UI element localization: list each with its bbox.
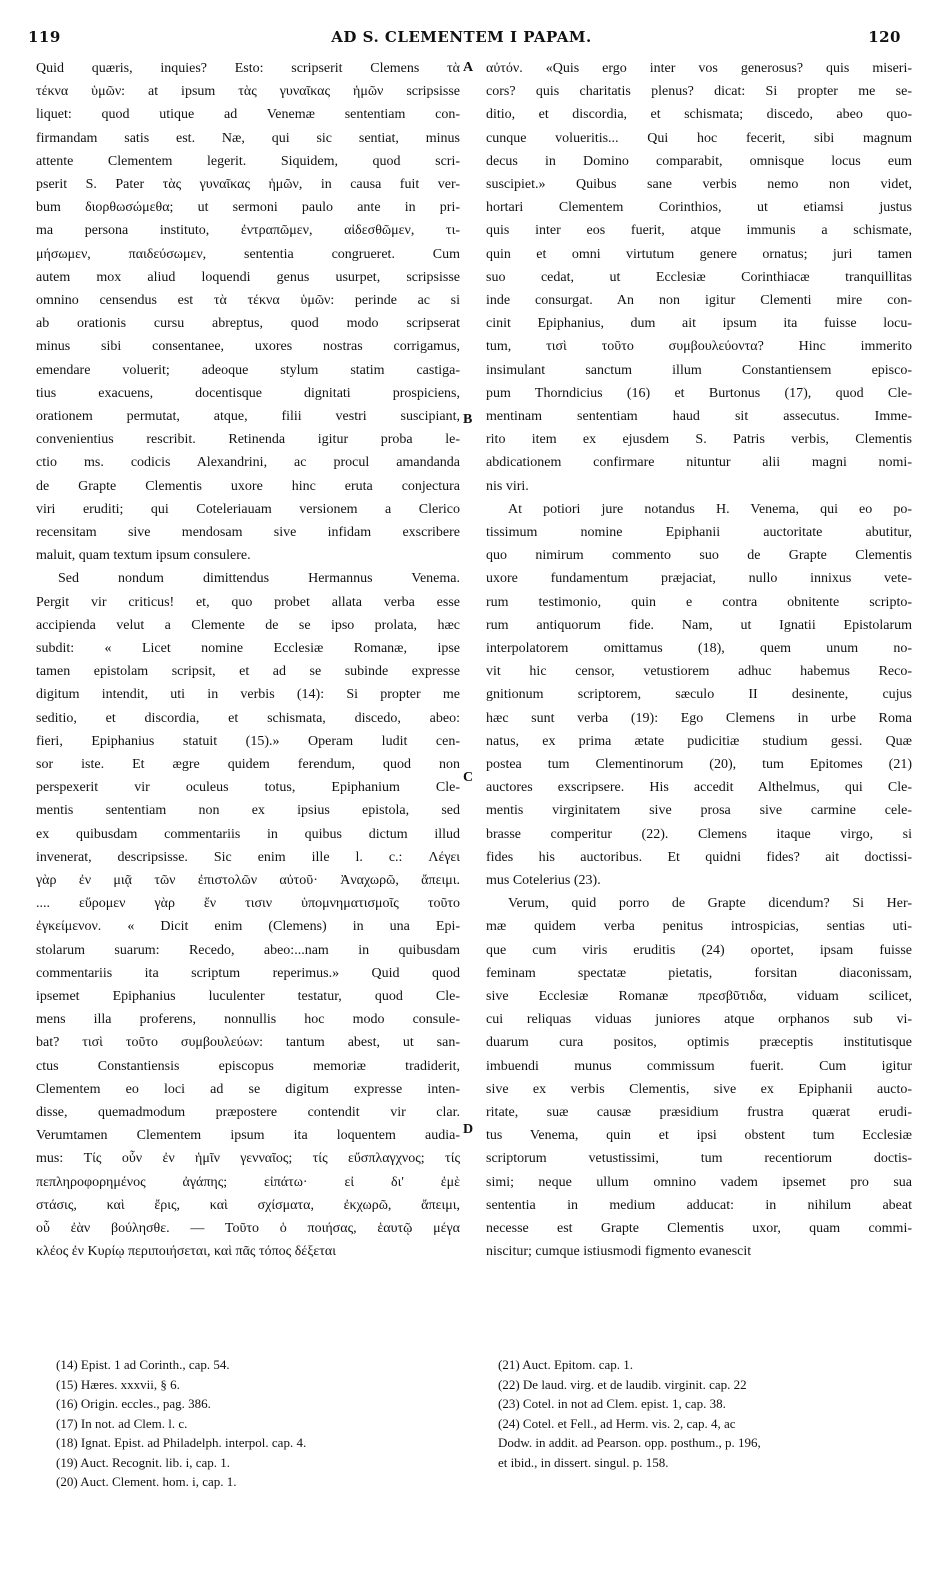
- text-line: vit hic censor, vetustiorem adhuc habemus Reco-: [486, 664, 912, 680]
- right-page-number: 120: [868, 28, 901, 46]
- text-line: ἐγκείμενον. « Dicit enim (Clemens) in una Epi-: [36, 919, 460, 935]
- text-line: mentinam sententiam haud sit assecutus. Imme-: [486, 409, 912, 424]
- text-line: Clementem eo loci ad se digitum expresse inten-: [36, 1081, 460, 1097]
- text-line: ipsemet Epiphanius luculenter testatur, quod Cle-: [36, 989, 460, 1004]
- text-line: quis inter eos fuerit, atque immunis a schismate,: [486, 223, 912, 239]
- text-line: digitum intendit, uti in verbis (14): Si propter me: [36, 687, 460, 703]
- text-line: suscipiet.» Quibus sane verbis nemo non videt,: [486, 177, 912, 192]
- text-line: auctores exscripsere. His accedit Althelmus, qui Cle-: [486, 780, 912, 796]
- text-line: sive ex verbis Clementis, sive ex Epiphanii aucto-: [486, 1081, 912, 1097]
- text-line: firmandam satis est. Næ, qui sic sentiat, minus: [36, 130, 460, 146]
- margin-marker-d: D: [463, 1122, 474, 1137]
- text-line: mæ quidem verba penitus introspicias, sentias uti-: [486, 919, 912, 935]
- text-line: invenerat, descripsisse. Sic enim ille l. c.: Λέγει: [36, 849, 460, 865]
- text-line: interpolatorem omittamus (18), quem unum no-: [486, 641, 912, 656]
- margin-marker-c: C: [463, 770, 474, 785]
- text-line: ditio, et discordia, et schismata; discedo, abeo quo-: [486, 107, 912, 123]
- text-line: sententia in medium adducat: in nihilum abeat: [486, 1197, 912, 1213]
- text-line: tamen epistolam scripsit, et ad se subinde expresse: [36, 664, 460, 680]
- text-line: natus, ex prima ætate pudicitiæ studium gessi. Quæ: [486, 733, 912, 749]
- text-line: disse, quemadmodum præpostere contendit vir clar.: [36, 1105, 460, 1120]
- footnote-line: (19) Auct. Recognit. lib. i, cap. 1.: [56, 1454, 231, 1470]
- text-line: stolarum suarum: Recedo, abeo:...nam in quibusdam: [36, 942, 460, 958]
- text-line: mens illa proferens, nonnullis hoc modo consule-: [36, 1012, 460, 1028]
- text-line: autem mox aliud loquendi genus usurpet, scripsisse: [36, 269, 460, 285]
- text-line: κλέος ἐν Κυρίῳ περιποιήσεται, καὶ πᾶς τόπος δέξεται: [36, 1244, 337, 1260]
- text-line: tum, τισὶ τοῦτο συμβουλεύοντα? Hinc immerito: [486, 339, 912, 355]
- footnote-line: (14) Epist. 1 ad Corinth., cap. 54.: [56, 1357, 230, 1372]
- text-line: uxore fundamentum præjaciat, nullo innixus vete-: [486, 571, 912, 587]
- text-line: τέκνα ὑμῶν: at ipsum τὰς γυναῖκας ἡμῶν scripsisse: [36, 84, 460, 100]
- text-line: necesse est Grapte Clementis uxor, quam commi-: [486, 1221, 912, 1236]
- footnote-line: (22) De laud. virg. et de laudib. virginit. cap. 22: [498, 1376, 747, 1392]
- text-line: hortari Clementem Corinthios, ut etiamsi justus: [486, 200, 912, 216]
- text-line: sor iste. Et ægre quidem ferendum, quod non: [36, 757, 460, 772]
- text-line: rum testimonio, quin e contra obnitente scripto-: [486, 594, 912, 610]
- right-footnotes: [498, 1355, 912, 1470]
- text-line: μήσωμεν, παιδεύσωμεν, sententia congrueret. Cum: [36, 246, 460, 262]
- footnote-line: (18) Ignat. Epist. ad Philadelph. interpol. cap. 4.: [56, 1435, 307, 1450]
- text-line: quo nimirum commento suo de Grapte Clementis: [486, 548, 912, 564]
- left-page-number: 119: [28, 28, 61, 46]
- text-line: suo cedat, ut Ecclesiæ Corinthiacæ tranquillitas: [486, 269, 912, 285]
- text-line: rum antiquorum fide. Nam, ut Ignatii Epistolarum: [486, 617, 912, 633]
- text-line: tus Venema, quin et ipsi obstent tum Ecclesiæ: [486, 1128, 912, 1144]
- text-line: At potiori jure notandus H. Venema, qui eo po-: [508, 501, 912, 517]
- text-line: cui reliquas viduas juniores atque orphanos sub vi-: [486, 1012, 912, 1028]
- text-line: ex quibusdam commentariis in quibus dictum illud: [36, 826, 460, 842]
- text-line: αὐτόν. «Quis ergo inter vos generosus? quis miseri-: [486, 61, 912, 76]
- text-line: ab orationis cursu abreptus, quod modo scripserat: [36, 316, 460, 332]
- text-line: ctio ms. codicis Alexandrini, ac procul amandanda: [36, 455, 460, 471]
- text-line: insimulant sanctum illum Constantiensem episco-: [486, 362, 912, 378]
- running-title: AD S. CLEMENTEM I PAPAM.: [331, 28, 592, 46]
- text-line: cors? quis charitatis plenus? dicat: Si propter me se-: [486, 84, 912, 100]
- text-line: recensitam sive mendosam sive infidam exscribere: [36, 525, 460, 540]
- text-line: gnitionum scriptorem, sæculo II desinente, cujus: [486, 687, 912, 703]
- text-line: omnino censendus est τὰ τέκνα ὑμῶν: perinde ac si: [36, 293, 460, 308]
- footnote-line: et ibid., in dissert. singul. p. 158.: [498, 1454, 669, 1470]
- text-line: cunque volueritis... Qui hoc fecerit, sibi magnum: [486, 130, 912, 146]
- text-line: .... εὕρομεν γὰρ ἔν τισιν ὑπομνηματισμοῖς τοῦτο: [36, 896, 460, 912]
- text-line: ma persona instituto, ἐντραπῶμεν, αἰδεσθῶμεν, τι-: [36, 223, 460, 239]
- text-line: abdicationem confirmare nituntur alii magni nomi-: [486, 455, 912, 471]
- text-line: emendare voluerit; adeoque stylum statim castiga-: [36, 362, 460, 378]
- margin-marker-a: A: [463, 60, 474, 75]
- text-line: γὰρ ἐν μιᾷ τῶν ἐπιστολῶν αὐτοῦ· Ἀναχωρῶ, ἄπειμι.: [36, 873, 460, 888]
- text-line: pserit S. Pater τὰς γυναῖκας ἡμῶν, in causa fuit ver-: [36, 177, 460, 192]
- footnote-line: (24) Cotel. et Fell., ad Herm. vis. 2, cap. 4, ac: [498, 1415, 736, 1431]
- text-line: brasse comperitur (22). Clemens itaque virgo, si: [486, 826, 912, 842]
- text-line: imbuendi munus commissum fuerit. Cum igitur: [486, 1058, 912, 1074]
- text-line: decus in Domino comparabit, omnisque locus eum: [486, 153, 912, 169]
- text-line: πεπληροφορημένος ἀγάπης; εἰπάτω· εἰ δι' ἐμὲ: [36, 1174, 460, 1190]
- text-line: postea tum Clementinorum (20), tum Epitomes (21): [486, 757, 912, 772]
- running-header: [22, 28, 901, 54]
- text-line: Pergit vir criticus! et, quo probet allata verba esse: [36, 594, 460, 610]
- footnote-line: (23) Cotel. in not ad Clem. epist. 1, cap. 38.: [498, 1396, 726, 1411]
- text-line: subdit: « Licet nomine Ecclesiæ Romanæ, ipse: [36, 641, 460, 656]
- text-line: feminam spectatæ pietatis, forsitan diaconissam,: [486, 965, 912, 981]
- text-line: bat? τισὶ τοῦτο συμβουλεύων: tantum abest, ut san-: [36, 1035, 460, 1051]
- text-line: mentis virginitatem sive prosa sive carmine cele-: [486, 803, 912, 819]
- text-line: Sed nondum dimittendus Hermannus Venema.: [58, 571, 460, 587]
- text-line: στάσις, καὶ ἔρις, καὶ σχίσματα, ἐκχωρῶ, ἄπειμι,: [36, 1197, 460, 1213]
- right-text-column: [486, 58, 912, 1268]
- text-line: convenientius rescribit. Retinenda igitur proba le-: [36, 432, 460, 448]
- text-line: duarum cura positos, optimis præceptis institutisque: [486, 1035, 912, 1051]
- text-line: fides his auctoribus. Et quidni fides? ait doctissi-: [486, 849, 912, 865]
- footnote-line: (21) Auct. Epitom. cap. 1.: [498, 1357, 634, 1372]
- text-line: nis viri.: [486, 478, 529, 494]
- footnote-line: (16) Origin. eccles., pag. 386.: [56, 1396, 211, 1411]
- text-line: tissimum nomine Epiphanii auctoritate abutitur,: [486, 525, 912, 540]
- text-line: οὗ ἐὰν βούλησθε. — Τοῦτο ὁ ποιήσας, ἑαυτῷ μέγα: [36, 1221, 460, 1236]
- left-footnotes: [56, 1355, 456, 1505]
- text-line: Quid quæris, inquies? Esto: scripserit Clemens τὰ: [36, 61, 460, 76]
- text-line: orationem permutat, atque, filii vestri suscipiant,: [36, 409, 460, 424]
- text-line: mus Cotelerius (23).: [486, 873, 601, 888]
- footnote-line: (20) Auct. Clement. hom. i, cap. 1.: [56, 1474, 237, 1489]
- text-line: de Grapte Clementis uxore hinc eruta conjectura: [36, 478, 460, 494]
- text-line: pum Thorndicius (16) et Burtonus (17), quod Cle-: [486, 385, 912, 401]
- footnote-line: (15) Hæres. xxxvii, § 6.: [56, 1376, 180, 1392]
- text-line: mentis sententiam non ex ipsius epistola, sed: [36, 803, 460, 819]
- text-line: fieri, Epiphanius statuit (15).» Operam ludit cen-: [36, 733, 460, 749]
- text-line: viri eruditi; qui Coteleriauam versionem a Clerico: [36, 501, 460, 517]
- footnote-line: Dodw. in addit. ad Pearson. opp. posthum., p. 196,: [498, 1435, 761, 1450]
- text-line: niscitur; cumque istiusmodi figmento evanescit: [486, 1244, 752, 1260]
- text-line: sive Ecclesiæ Romanæ πρεσβῦτιδα, viduam scilicet,: [486, 989, 912, 1004]
- text-line: Verumtamen Clementem ipsum ita loquentem audia-: [36, 1128, 460, 1144]
- left-text-column: [36, 58, 460, 1268]
- text-line: que cum viris eruditis (24) oportet, ipsam fuisse: [486, 942, 912, 958]
- text-line: hæc sunt verba (19): Ego Clemens in urbe Roma: [486, 710, 912, 726]
- text-line: maluit, quam textum ipsum consulere.: [36, 548, 251, 564]
- text-line: perspexerit vir oculeus totus, Epiphanium Cle-: [36, 780, 460, 796]
- text-line: scriptorum vetustissimi, tum recentiorum doctis-: [486, 1151, 912, 1167]
- text-line: tius exacuens, docentisque dignitati prospiciens,: [36, 385, 460, 401]
- text-line: liquet: quod utique ad Venemæ sententiam con-: [36, 107, 460, 123]
- text-line: simi; neque ullum omnino vadem ipsemet pro sua: [486, 1174, 912, 1190]
- text-line: rito item ex ejusdem S. Patris verbis, Clementis: [486, 432, 912, 448]
- text-line: mus: Τίς οὖν ἐν ἡμῖν γενναῖος; τίς εὔσπλαγχνος; τίς: [36, 1151, 460, 1167]
- text-line: bum διορθωσώμεθα; ut sermoni paulo ante in pri-: [36, 200, 460, 216]
- text-line: accipienda velut a Clemente de se ipso prolata, hæc: [36, 617, 460, 633]
- text-line: Verum, quid porro de Grapte dicendum? Si Her-: [508, 896, 912, 912]
- footnote-line: (17) In not. ad Clem. l. c.: [56, 1415, 188, 1431]
- text-line: cinit Epiphanius, dum ait ipsum ita fuisse locu-: [486, 316, 912, 332]
- text-line: attente Clementem legerit. Siquidem, quod scri-: [36, 153, 460, 169]
- text-line: inde consurgat. An non igitur Clementi mire con-: [486, 293, 912, 308]
- text-line: seditio, et discordia, et schismata, discedo, abeo:: [36, 710, 460, 726]
- text-line: minus sibi consentanee, uxores nostras corrigamus,: [36, 339, 460, 355]
- text-line: commentariis ita scriptum reperimus.» Quid quod: [36, 965, 460, 981]
- margin-marker-b: B: [463, 412, 473, 427]
- text-line: ctus Constantiensis episcopus memoriæ tradiderit,: [36, 1058, 460, 1074]
- text-line: ritate, suæ causæ præsidium frustra quærat erudi-: [486, 1105, 912, 1120]
- text-line: quin et omni virtutum genere ornatus; juri tamen: [486, 246, 912, 262]
